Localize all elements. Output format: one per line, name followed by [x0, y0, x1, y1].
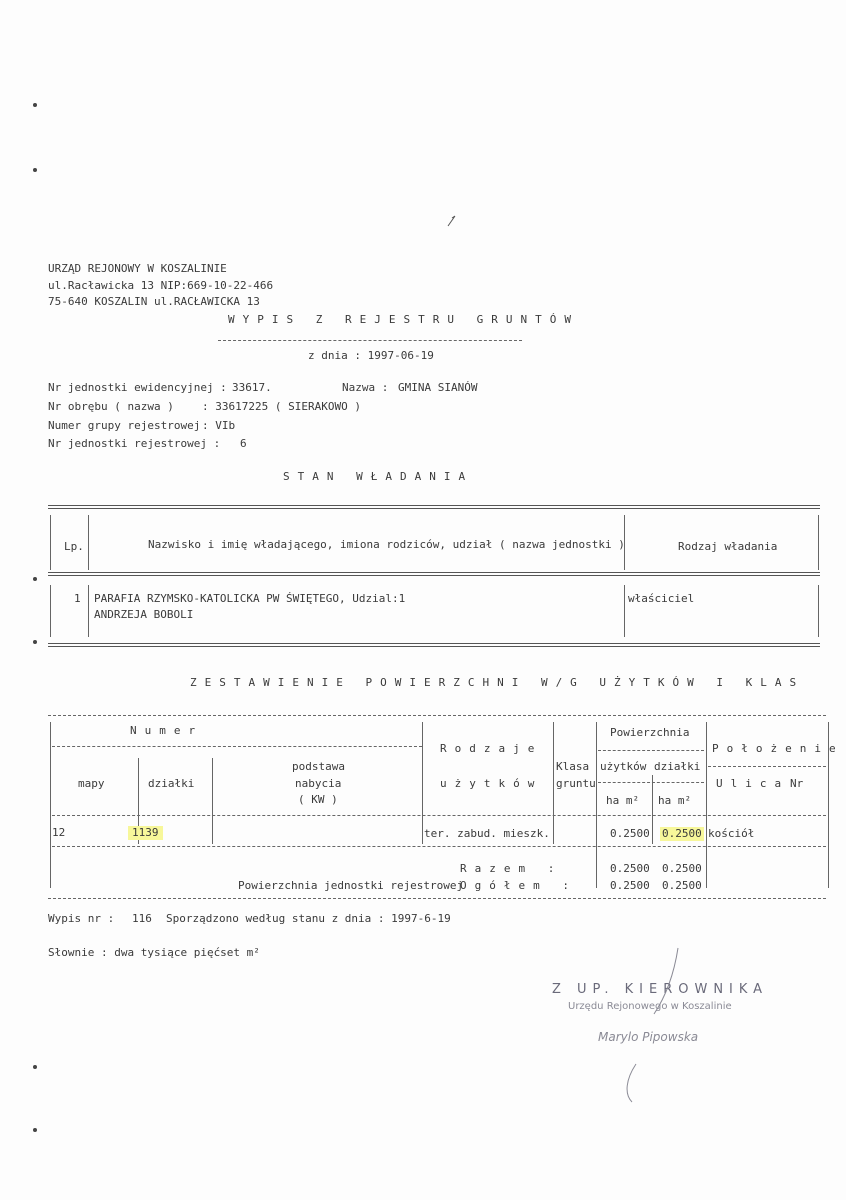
punch-hole-dot: [33, 1128, 37, 1132]
area-polozenie-underline: [708, 766, 826, 767]
ogolem-dzialki: 0.2500: [662, 879, 702, 892]
signature-mark: [596, 944, 699, 1104]
name-value: GMINA SIANÓW: [398, 381, 478, 394]
area-klasa-divider: [553, 722, 554, 844]
owners-border-right: [818, 515, 819, 570]
owners-row-border-left: [50, 585, 51, 637]
punch-hole-dot: [33, 168, 37, 172]
area-table-bottom: [48, 898, 826, 899]
area-pow-underline: [598, 750, 704, 751]
area-header-pow-uzytkow: użytków: [600, 760, 647, 773]
section-ownership-title: STAN WŁADANIA: [283, 470, 474, 483]
owners-row-kind: właściciel: [628, 592, 695, 605]
area-header-podstawa: podstawa: [292, 760, 345, 773]
document-title: WYPIS Z REJESTRU GRUNTÓW: [228, 313, 579, 326]
office-address: ul.Racławicka 13 NIP:669-10-22-466: [48, 279, 274, 292]
owners-header-name: Nazwisko i imię władającego, imiona rodziców, udział ( nazwa jednostki ): [148, 538, 625, 551]
punch-hole-dot: [33, 1065, 37, 1069]
owners-header-kind: Rodzaj władania: [678, 540, 778, 553]
area-header-dzialki: działki: [148, 777, 195, 790]
stamp-authority: Z UP. KIEROWNIKA: [552, 982, 769, 997]
area-header-gruntu: gruntu: [556, 777, 596, 790]
area-header-powierzchnia: Powierzchnia: [610, 726, 690, 739]
pen-tick-mark: [446, 214, 458, 228]
owners-header-divider: [48, 572, 820, 576]
reg-value: 6: [240, 437, 247, 450]
section-area-title: ZESTAWIENIE POWIERZCHNI W/G UŻYTKÓW I KLAS: [190, 676, 805, 689]
reg-label: Nr jednostki rejestrowej :: [48, 437, 221, 450]
office-address-2: 75-640 KOSZALIN ul.RACŁAWICKA 13: [48, 295, 260, 308]
unit-label: Nr jednostki ewidencyjnej :: [48, 381, 227, 394]
area-header-rodzaje: Rodzaje: [440, 742, 543, 755]
precinct-label: Nr obrębu ( nazwa ): [48, 400, 174, 413]
name-label: Nazwa :: [342, 381, 389, 394]
punch-hole-dot: [33, 103, 37, 107]
area-header-numer: Numer: [130, 724, 204, 737]
title-underline: [218, 340, 522, 341]
area-ha-underline: [598, 782, 704, 783]
area-pow-mid-divider: [652, 775, 653, 844]
razem-uzytkow: 0.2500: [610, 862, 650, 875]
owners-row-lp: 1: [74, 592, 81, 605]
precinct-value: : 33617225 ( SIERAKOWO ): [202, 400, 361, 413]
area-row-pow-uzytkow: 0.2500: [610, 827, 650, 840]
area-header-kw: ( KW ): [298, 793, 338, 806]
unit-value: 33617.: [232, 381, 272, 394]
area-row-dzialki: 1139: [128, 826, 163, 840]
area-row-mapy: 12: [52, 826, 66, 839]
wypis-number: 116: [132, 912, 152, 925]
owners-row-name: PARAFIA RZYMSKO-KATOLICKA PW ŚWIĘTEGO, Udzial:1: [94, 592, 406, 605]
owners-header-lp: Lp.: [64, 540, 84, 553]
group-value: : VIb: [202, 419, 236, 432]
razem-label: Razem :: [460, 862, 563, 875]
owners-table-bottom: [48, 643, 820, 647]
area-row-rodzaj: ter. zabud. mieszk.: [424, 827, 550, 840]
area-header-klasa: Klasa: [556, 760, 590, 773]
office-name: URZĄD REJONOWY W KOSZALINIE: [48, 262, 227, 275]
state-date-text: Sporządzono według stanu z dnia : 1997-6-19: [166, 912, 451, 925]
owners-row-name-cont: ANDRZEJA BOBOLI: [94, 608, 194, 621]
razem-dzialki: 0.2500: [662, 862, 702, 875]
group-label: Numer grupy rejestrowej: [48, 419, 201, 432]
area-header-nabycia: nabycia: [295, 777, 342, 790]
total-area-label: Powierzchnia jednostki rejestrowej: [238, 879, 464, 892]
area-header-pow-dzialki: działki: [654, 760, 701, 773]
area-table-top: [48, 715, 826, 716]
owners-row-lp-divider: [88, 585, 89, 637]
wypis-label: Wypis nr :: [48, 912, 115, 925]
area-header-ulica: Ulica: [716, 777, 790, 790]
ogolem-uzytkow: 0.2500: [610, 879, 650, 892]
amount-in-words: Słownie : dwa tysiące pięćset m²: [48, 946, 260, 959]
area-header-uzytkow: użytków: [440, 777, 543, 790]
area-header-nr: Nr: [790, 777, 804, 790]
area-pow-divider: [596, 722, 597, 888]
area-numer-divider: [422, 722, 423, 844]
area-polozenie-divider: [706, 722, 707, 888]
punch-hole-dot: [33, 577, 37, 581]
area-row-pow-dzialki: 0.2500: [662, 827, 702, 840]
area-header-ha-uzytkow: ha m²: [606, 794, 640, 807]
area-header-bottom: [52, 815, 826, 816]
area-dzialki-divider: [212, 758, 213, 844]
ogolem-label: Ogółem :: [460, 879, 577, 892]
area-header-mapy: mapy: [78, 777, 105, 790]
area-row-ulica: kościół: [708, 827, 755, 840]
area-row-bottom: [52, 846, 826, 847]
area-numer-underline: [52, 746, 422, 747]
stamp-signatory: Marylo Pipowska: [598, 1030, 699, 1044]
area-border-left: [50, 722, 51, 888]
punch-hole-dot: [33, 640, 37, 644]
owners-row-border-right: [818, 585, 819, 637]
owners-row-kind-divider: [624, 585, 625, 637]
document-date: z dnia : 1997-06-19: [308, 349, 434, 362]
stamp-office: Urzędu Rejonowego w Koszalinie: [568, 1001, 732, 1012]
area-header-ha-dzialki: ha m²: [658, 794, 692, 807]
area-header-polozenie: Położenie: [712, 742, 844, 755]
owners-border-left: [50, 515, 51, 570]
owners-lp-divider: [88, 515, 89, 570]
owners-table-top: [48, 505, 820, 509]
